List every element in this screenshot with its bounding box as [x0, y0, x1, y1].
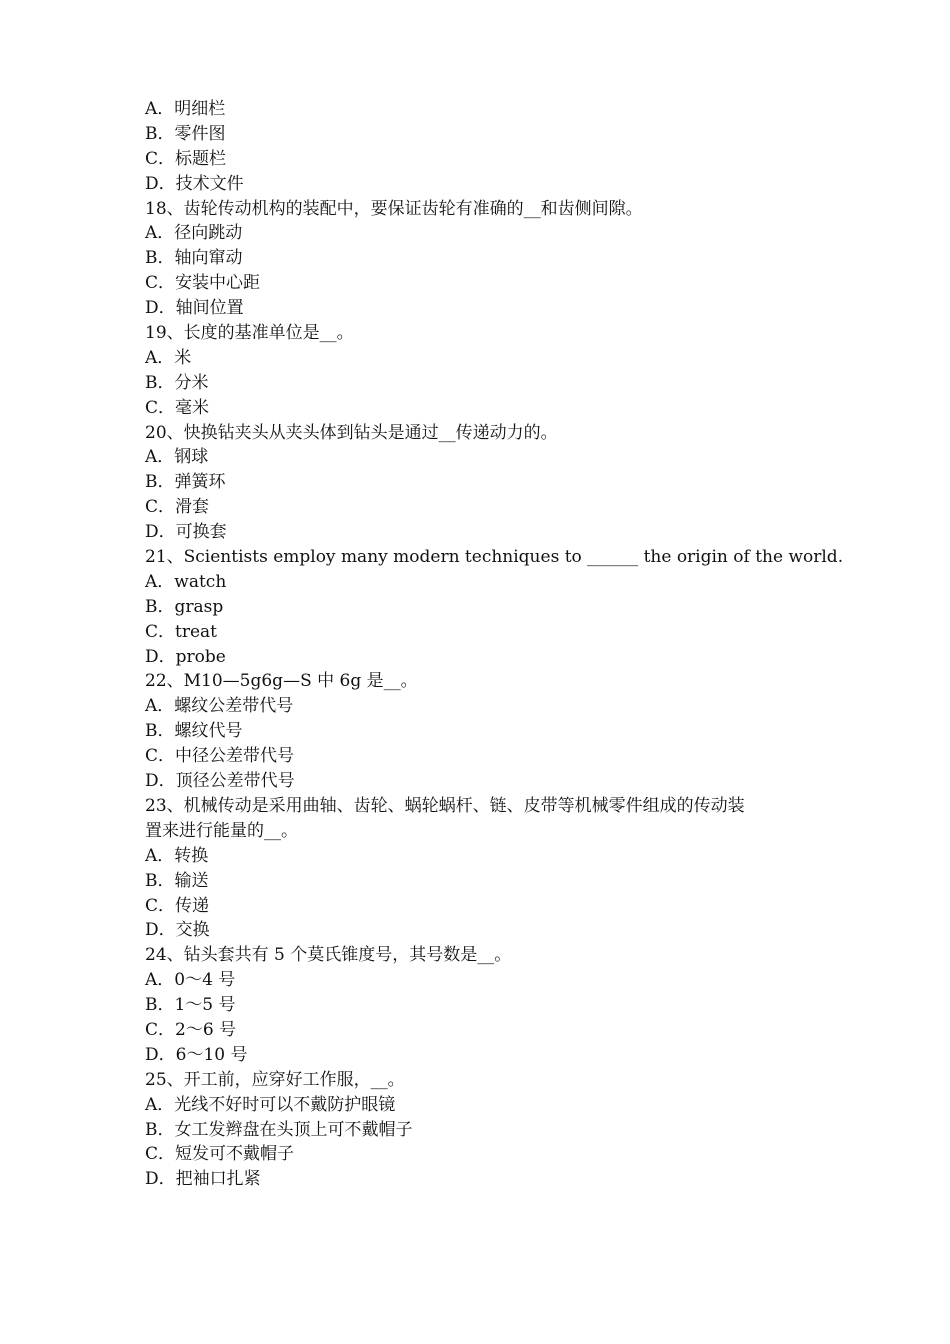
option-line: A．watch: [145, 571, 227, 592]
option-line: A．转换: [145, 845, 209, 866]
option-line: A．光线不好时可以不戴防护眼镜: [145, 1094, 396, 1115]
question-line: 24、钻头套共有 5 个莫氏锥度号，其号数是__。: [145, 945, 512, 966]
option-line: C．安装中心距: [145, 273, 261, 294]
question-line: 21、Scientists employ many modern techniques to ______ the origin of the world.: [145, 547, 844, 568]
option-line: C．中径公差带代号: [145, 746, 295, 767]
option-line: C．毫米: [145, 397, 210, 418]
option-line: B．1～5 号: [145, 995, 236, 1016]
question-text-block: [145, 97, 844, 1192]
option-line: B．轴向窜动: [145, 248, 243, 269]
option-line: D．把袖口扎紧: [145, 1169, 261, 1190]
option-line: B．螺纹代号: [145, 721, 243, 742]
option-line: D．6～10 号: [145, 1044, 248, 1065]
option-line: C．2～6 号: [145, 1019, 237, 1040]
option-line: C．短发可不戴帽子: [145, 1144, 295, 1165]
option-line: D．可换套: [145, 522, 227, 543]
option-line: B．零件图: [145, 123, 226, 144]
question-line: 18、齿轮传动机构的装配中，要保证齿轮有准确的__和齿侧间隙。: [145, 198, 643, 219]
question-line: 19、长度的基准单位是__。: [145, 323, 354, 344]
option-line: A．钢球: [145, 447, 209, 468]
option-line: D．交换: [145, 920, 210, 941]
option-line: C．传递: [145, 895, 210, 916]
option-line: D．顶径公差带代号: [145, 771, 295, 792]
option-line: A．螺纹公差带代号: [145, 696, 294, 717]
question-line-continued: 置来进行能量的__。: [145, 820, 298, 841]
option-line: D．probe: [145, 646, 226, 667]
option-line: A．明细栏: [145, 99, 226, 119]
question-line: 22、M10—5g6g—S 中 6g 是__。: [145, 671, 418, 692]
option-line: D．技术文件: [145, 173, 244, 194]
option-line: A．径向跳动: [145, 223, 243, 244]
option-line: C．treat: [145, 621, 217, 642]
question-line: 20、快换钻夹头从夹头体到钻头是通过__传递动力的。: [145, 422, 558, 443]
option-line: A．0～4 号: [145, 970, 236, 991]
option-line: B．输送: [145, 870, 209, 891]
question-line: 25、开工前，应穿好工作服，__。: [145, 1069, 405, 1090]
option-line: B．弹簧环: [145, 472, 226, 493]
option-line: C．标题栏: [145, 148, 227, 169]
option-line: B．分米: [145, 372, 209, 393]
option-line: B．grasp: [145, 596, 224, 617]
option-line: C．滑套: [145, 497, 210, 518]
option-line: A．米: [145, 347, 192, 368]
question-line: 23、机械传动是采用曲轴、齿轮、蜗轮蜗杆、链、皮带等机械零件组成的传动装: [145, 795, 745, 816]
option-line: D．轴间位置: [145, 298, 244, 319]
option-line: B．女工发辫盘在头顶上可不戴帽子: [145, 1119, 413, 1140]
